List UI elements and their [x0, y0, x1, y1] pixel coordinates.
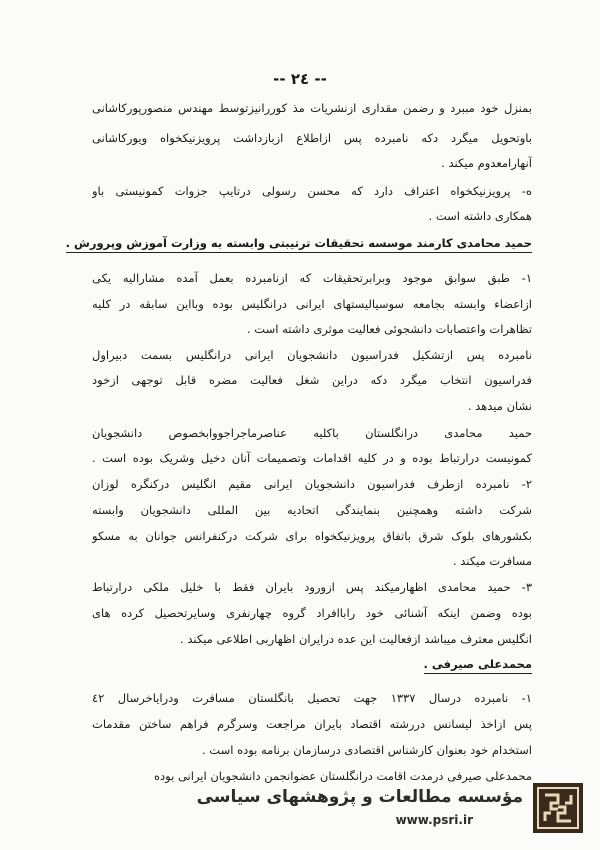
text-line: بوده وضمن اینکه آشنائی خود راباافراد گروه چهارنفری وسایرتحصیل کرده های	[92, 606, 532, 620]
section-heading: محمدعلی صیرفی .	[424, 657, 532, 674]
text-line: انگلیس معترف میباشد ازفعالیت این عده درایران اظهاربی اطلاعی میکند .	[180, 632, 532, 646]
text-line: فدراسیون انتخاب میگرد دکه دراین شغل فعالیت مضره قابل توجهی ازخود	[92, 373, 532, 387]
document-body	[92, 0, 532, 850]
text-line: باوتحویل میگرد دکه نامبرده پس ازاطلاع ازبازداشت پرویزنیکخواه ویورکاشانی	[92, 131, 532, 145]
text-line: پس ازاخذ لیسانس دررشته اقتصاد بایران مراجعت وسرگرم فراهم ساختن مقدمات	[92, 717, 532, 731]
text-line: نشان میدهد .	[467, 399, 532, 413]
text-line: تظاهرات واعتصابات دانشجوئی فعالیت موثری داشته است .	[246, 322, 532, 336]
text-line: شرکت داشته وهمچنین بنمایندگی اتحادیه بین المللی دانشجویان وابسته	[92, 503, 532, 517]
institute-logo-icon	[533, 783, 583, 833]
page-number: -- ٢٤ --	[273, 70, 327, 88]
text-line: همکاری داشته است .	[428, 209, 532, 223]
text-line: ٢- نامبرده ازطرف فدراسیون دانشجویان ایرانی مقیم انگلیس درکنگره لوزان	[92, 477, 532, 491]
text-line: ه- پرویزنیکخواه اعتراف دارد که محسن رسولی درتایپ جزوات کمونیستی باو	[92, 184, 532, 198]
text-line: ١- طبق سوابق موجود وبرابرتحقیقات که ازنامبرده بعمل آمده مشارالیه یکی	[92, 271, 532, 285]
text-line: بمنزل خود مببرد و رضمن مقداری ازنشریات مذ کوررانیزتوسط مهندس منصورپورکاشانی	[92, 101, 532, 115]
text-line: آنهارامعدوم میکند .	[441, 156, 532, 170]
text-line: نامبرده پس ازتشکیل فدراسیون دانشجویان ایرانی درانگلیس بسمت دبیراول	[92, 348, 532, 362]
text-line: ١- نامبرده درسال ١٣٣٧ جهت تحصیل بانگلستان مسافرت ودرایاخرسال ٤٢	[92, 691, 532, 705]
institute-name: مؤسسه مطالعات و پژوهشهای سیاسی	[196, 787, 523, 807]
text-line: بکشورهای بلوک شرق باتفاق پرویزنیکخواه برای شرکت درکنفرانس جوانان به مسکو	[92, 529, 532, 543]
text-line: استخدام خود بعنوان کارشناس اقتصادی درسازمان برنامه بوده است .	[201, 743, 532, 757]
text-line: ٣- حمید محامدی اظهارمیکند پس ازورود بایران فقط با خلیل ملکی درارتباط	[92, 580, 532, 594]
text-line: محمدعلی صیرفی درمدت اقامت درانگلستان عضوانجمن دانشجویان ایرانی بوده	[154, 769, 532, 783]
text-line: کمونیست درارتباط بوده و در کلیه اقدامات وتصمیمات آنان دخیل وشریک بوده است .	[92, 451, 532, 465]
text-line: مسافرت میکند .	[452, 554, 532, 568]
text-line: حمید محامدی درانگلستان باکلیه عناصرماجراجووابخصوص دانشجویان	[92, 426, 532, 440]
institute-url: www.psri.ir	[395, 813, 473, 827]
section-heading: حمید محامدی کارمند موسسه تحقیقات ترتیبتی وابسته به وزارت آموزش وپرورش .	[66, 236, 532, 253]
institute-watermark	[196, 783, 583, 835]
text-line: ازاعضاء وابسته بجامعه سوسیالیستهای ایرانی درانگلیس بوده وبااین سابقه در کلیه	[92, 297, 532, 311]
